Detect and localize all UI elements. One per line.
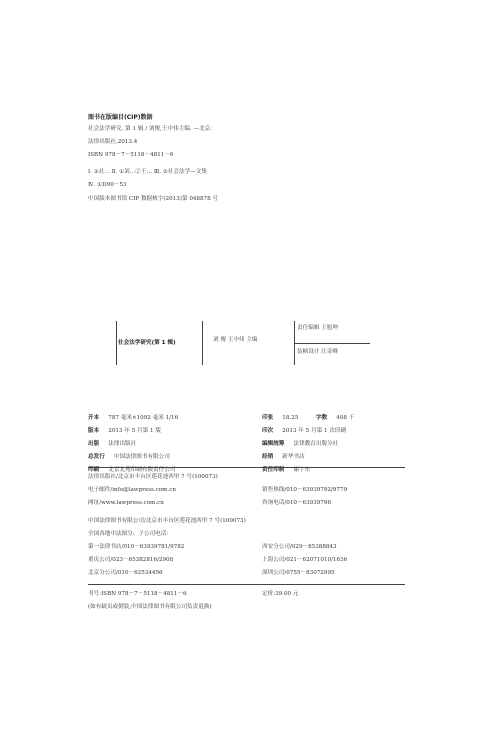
branch-3: 重庆公司/023－65382816/2908 [88,557,174,563]
spec-editorial-value: 法律教育出版分社 [293,441,339,447]
spec-sheets-value: 18.25 [282,415,299,421]
credit-box-inner-rule [294,343,370,344]
spec-publisher-label: 出版 [88,441,100,447]
spec-format-label: 开本 [88,415,100,421]
publisher-website: 网址/www.lawpress.com.cn [88,500,164,506]
responsible-editor: 责任编辑 王旭坤 [297,325,338,331]
consult-phone: 咨询电话/010－63939796 [262,500,332,506]
footer-notice: (如有缺页或倒装,中国法律图书有限公司负责退换) [88,604,212,610]
spec-print [88,456,175,475]
cip-line-2: 法律出版社,2013.4 [88,139,138,145]
branch-1: 第一法律书店/010－63939781/9782 [88,544,185,550]
credit-box-left-border [116,321,117,365]
spec-distribution-label: 经销 [262,454,274,460]
credit-box-divider-1 [202,321,203,365]
branch-5: 北京分公司/010－62534456 [88,570,163,576]
cip-classification-2: Ⅳ. ①D90－53 [88,182,127,188]
spec-edition-value: 2013 年 5 月第 1 版 [108,428,161,434]
cip-classification: Ⅰ. ①社… Ⅱ. ①刘…②王… Ⅲ. ①社会法学—文集 [88,169,207,175]
cip-isbn: ISBN 978－7－5118－4811－6 [88,152,174,158]
spec-distribution-value: 新华书店 [282,454,305,460]
cip-heading: 图书在版编目(CIP)数据 [88,114,153,121]
footer-isbn: 书号:ISBN 978－7－5118－4811－6 [88,591,187,597]
cip-line-1: 社会法学研究. 第 1 辑 / 刘俊,王中伟主编. —北京: [88,126,213,132]
branch-4: 上海公司/021－62071010/1636 [262,557,348,563]
spec-print-responsible [262,456,310,475]
publisher-email: 电子邮件/info@lawpress.com.cn [88,487,176,493]
distributor-address: 中国法律图书有限公司/北京市丰台区莲花池西里 7 号(100073) [88,518,246,524]
footer-price: 定价:39.00 元 [262,591,299,597]
spec-printing-value: 2013 年 5 月第 1 次印刷 [282,428,347,434]
spec-edition-label: 版本 [88,428,100,434]
spec-sheets-label: 印张 [262,415,274,421]
spec-general-distribution-value: 中国法律图书有限公司 [113,454,170,460]
spec-print-label: 印刷 [88,467,100,473]
branch-6: 深圳公司/0755－83072995 [262,570,335,576]
spec-print-responsible-value: 谢宇东 [293,467,311,473]
spec-format-value: 787 毫米×1092 毫米 1/16 [108,415,179,421]
divider-2 [88,584,405,585]
editors: 刘 俊 王中伟 主编 [213,337,258,343]
spec-words-label: 字数 [316,415,328,421]
cover-design: 装帧设计 汪奇峰 [297,349,338,355]
spec-print-responsible-label: 责任印制 [262,467,285,473]
publisher-address: 法律出版社/北京市丰台区莲花池西里 7 号(100073) [88,474,218,480]
divider-1 [88,467,405,468]
book-title: 社会法学研究(第 1 辑) [118,340,176,346]
spec-print-value: 北京北苑印刷有限责任公司 [108,467,176,473]
branches-heading: 全国各地中法图分、子公司电话: [88,531,169,537]
sales-hotline: 销售热线/010－63939792/9779 [262,487,348,493]
spec-words-value: 408 千 [336,415,355,421]
spec-publisher-value: 法律出版社 [108,441,137,447]
spec-general-distribution-label: 总发行 [88,454,105,460]
branch-2: 西安分公司/029－85388843 [262,544,337,550]
spec-printing-label: 印次 [262,428,274,434]
cip-record-number: 中国版本图书馆 CIP 数据核字(2013)第 048878 号 [88,196,219,202]
spec-editorial-label: 编辑统筹 [262,441,285,447]
